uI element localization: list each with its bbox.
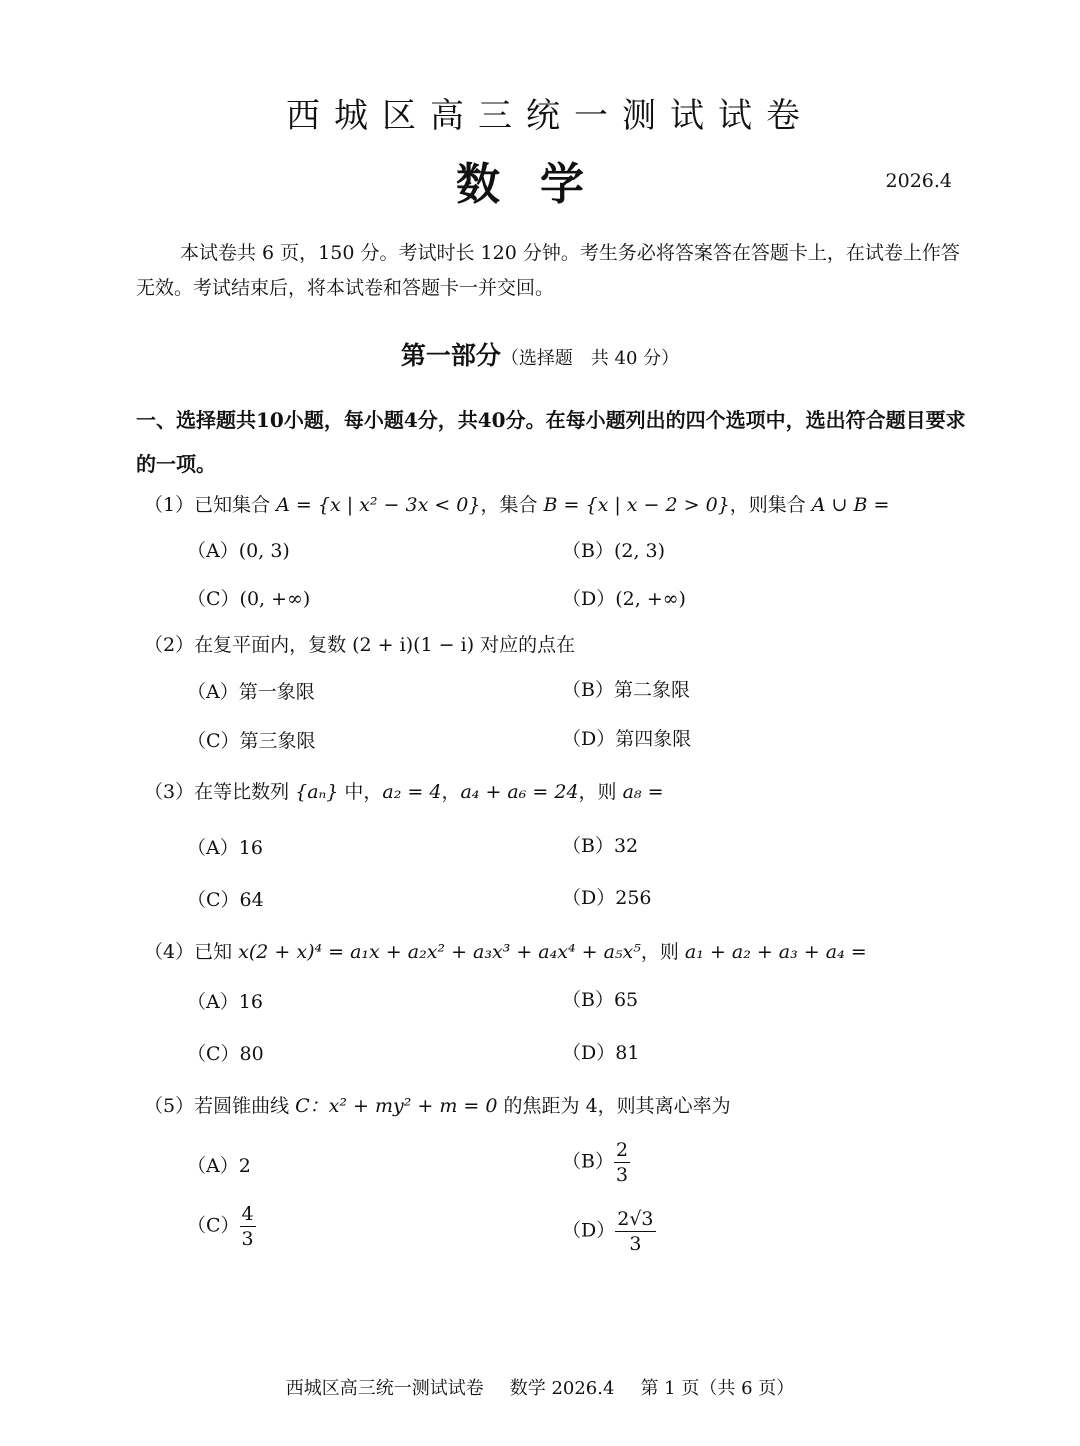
question-text: 的焦距为 bbox=[497, 1095, 586, 1117]
option-text: 32 bbox=[613, 835, 639, 857]
option-a[interactable] bbox=[187, 536, 290, 563]
question-text: ，则其离心率为 bbox=[597, 1095, 731, 1117]
question-5-stem bbox=[144, 1091, 731, 1118]
question-text: ，则集合 bbox=[729, 494, 812, 516]
option-text: 16 bbox=[238, 991, 263, 1013]
footer-title: 西城区高三统一测试试卷 bbox=[285, 1378, 484, 1399]
option-b[interactable] bbox=[562, 536, 665, 563]
part-heading bbox=[0, 336, 1080, 372]
exam-title: 西城区高三统一测试试卷 bbox=[286, 96, 814, 136]
fraction-denominator: 3 bbox=[629, 1233, 642, 1255]
footer-page-number: 第 1 页（共 6 页） bbox=[640, 1378, 795, 1399]
question-text: 中， bbox=[338, 781, 383, 803]
option-text: 第三象限 bbox=[239, 730, 316, 752]
option-b[interactable] bbox=[562, 1138, 630, 1187]
option-a[interactable] bbox=[187, 833, 263, 860]
question-number: （3） bbox=[144, 781, 195, 803]
option-text: 64 bbox=[239, 889, 264, 911]
option-label: （B） bbox=[562, 540, 614, 562]
option-c[interactable] bbox=[187, 885, 264, 912]
option-label: （B） bbox=[562, 835, 614, 857]
option-label: （D） bbox=[562, 728, 616, 750]
fraction-denominator: 3 bbox=[615, 1164, 629, 1186]
question-3-stem bbox=[144, 777, 664, 804]
question-4-stem bbox=[144, 937, 867, 964]
math-expression: a₈ = bbox=[622, 781, 664, 803]
option-label: （A） bbox=[187, 837, 239, 859]
option-label: （A） bbox=[187, 540, 239, 562]
fraction-numerator: 2√3 bbox=[617, 1208, 654, 1230]
math-expression: (2 + i)(1 − i) bbox=[352, 634, 475, 656]
question-text: 若圆锥曲线 bbox=[194, 1095, 296, 1117]
option-b[interactable] bbox=[562, 831, 638, 858]
option-c[interactable] bbox=[187, 584, 310, 611]
option-a[interactable] bbox=[187, 1151, 251, 1178]
math-expression: 4 bbox=[585, 1095, 598, 1117]
fraction-denominator: 3 bbox=[241, 1228, 254, 1250]
option-label: （B） bbox=[562, 679, 614, 701]
fraction-numerator: 2 bbox=[615, 1139, 629, 1161]
option-d[interactable] bbox=[562, 883, 652, 910]
option-b[interactable] bbox=[562, 985, 638, 1012]
option-text: (0, 3) bbox=[238, 540, 290, 562]
option-label: （C） bbox=[187, 588, 240, 610]
question-number: （4） bbox=[144, 941, 195, 963]
fraction-numerator: 4 bbox=[241, 1203, 254, 1225]
question-text: ，集合 bbox=[480, 494, 544, 516]
option-text: 2 bbox=[238, 1155, 251, 1177]
option-text: 65 bbox=[613, 989, 639, 1011]
option-text: (0, +∞) bbox=[239, 588, 311, 610]
option-label: （D） bbox=[562, 1219, 616, 1242]
option-label: （C） bbox=[187, 730, 240, 752]
option-text: 第一象限 bbox=[238, 681, 315, 703]
math-expression: a₂ = 4 bbox=[382, 781, 442, 803]
question-text: 已知集合 bbox=[194, 494, 277, 516]
fraction bbox=[615, 1207, 655, 1256]
math-expression: a₁ + a₂ + a₃ + a₄ = bbox=[684, 941, 867, 963]
option-b[interactable] bbox=[562, 675, 690, 702]
option-c[interactable] bbox=[187, 726, 316, 753]
question-text: 已知 bbox=[194, 941, 239, 963]
option-c[interactable] bbox=[187, 1202, 256, 1251]
option-text: 81 bbox=[615, 1042, 640, 1064]
option-d[interactable] bbox=[562, 1207, 656, 1256]
option-label: （A） bbox=[187, 1155, 239, 1177]
question-text: ， bbox=[441, 781, 461, 803]
option-label: （C） bbox=[187, 889, 240, 911]
fraction bbox=[240, 1202, 256, 1251]
footer-subject-date: 数学 2026.4 bbox=[509, 1378, 615, 1399]
question-2-stem bbox=[144, 630, 575, 657]
option-d[interactable] bbox=[562, 584, 686, 611]
option-text: (2, +∞) bbox=[615, 588, 686, 610]
math-expression: C：x² + my² + m = 0 bbox=[295, 1095, 498, 1117]
question-number: （5） bbox=[144, 1095, 195, 1117]
option-text: 第二象限 bbox=[613, 679, 690, 701]
question-number: （2） bbox=[144, 634, 195, 656]
subject-title: 数学 bbox=[456, 159, 624, 210]
option-text: 80 bbox=[239, 1043, 264, 1065]
option-label: （A） bbox=[187, 991, 239, 1013]
question-number: （1） bbox=[144, 494, 195, 516]
math-expression: A = {x | x² − 3x < 0} bbox=[276, 494, 481, 516]
question-text: 在等比数列 bbox=[194, 781, 296, 803]
option-a[interactable] bbox=[187, 677, 315, 704]
option-d[interactable] bbox=[562, 1038, 639, 1065]
option-label: （C） bbox=[187, 1043, 240, 1065]
part-subtitle: （选择题 共 40 分） bbox=[500, 348, 680, 369]
exam-instructions: 本试卷共 6 页，150 分。考试时长 120 分钟。考生务必将答案答在答题卡上，在试卷上作答无效。考试结束后，将本试卷和答题卡一并交回。 bbox=[136, 242, 960, 299]
math-expression: {aₙ} bbox=[295, 781, 339, 803]
option-text: (2, 3) bbox=[613, 540, 666, 562]
fraction bbox=[614, 1138, 630, 1187]
option-label: （C） bbox=[187, 1214, 240, 1237]
option-text: 第四象限 bbox=[615, 728, 692, 750]
option-c[interactable] bbox=[187, 1039, 264, 1066]
exam-date: 2026.4 bbox=[885, 170, 952, 192]
question-text: 对应的点在 bbox=[474, 634, 576, 656]
option-label: （D） bbox=[562, 887, 616, 909]
question-1-stem bbox=[144, 490, 889, 517]
option-d[interactable] bbox=[562, 724, 691, 751]
math-expression: A ∪ B = bbox=[811, 494, 890, 516]
page-footer bbox=[0, 1374, 1080, 1400]
question-text: ，则 bbox=[578, 781, 623, 803]
option-label: （B） bbox=[562, 989, 614, 1011]
part-title: 第一部分 bbox=[400, 341, 501, 370]
question-text: 在复平面内，复数 bbox=[194, 634, 353, 656]
option-label: （D） bbox=[562, 1042, 616, 1064]
question-text: ，则 bbox=[640, 941, 685, 963]
math-expression: B = {x | x − 2 > 0} bbox=[543, 494, 730, 516]
option-label: （D） bbox=[562, 588, 616, 610]
option-text: 256 bbox=[615, 887, 652, 909]
option-label: （B） bbox=[562, 1150, 614, 1173]
math-expression: a₄ + a₆ = 24 bbox=[460, 781, 579, 803]
math-expression: x(2 + x)⁴ = a₁x + a₂x² + a₃x³ + a₄x⁴ + a₅x⁵ bbox=[238, 941, 641, 963]
option-text: 16 bbox=[238, 837, 263, 859]
section-instructions: 一、选择题共10小题，每小题4分，共40分。在每小题列出的四个选项中，选出符合题目要求的一项。 bbox=[136, 408, 966, 476]
option-label: （A） bbox=[187, 681, 239, 703]
option-a[interactable] bbox=[187, 987, 263, 1014]
